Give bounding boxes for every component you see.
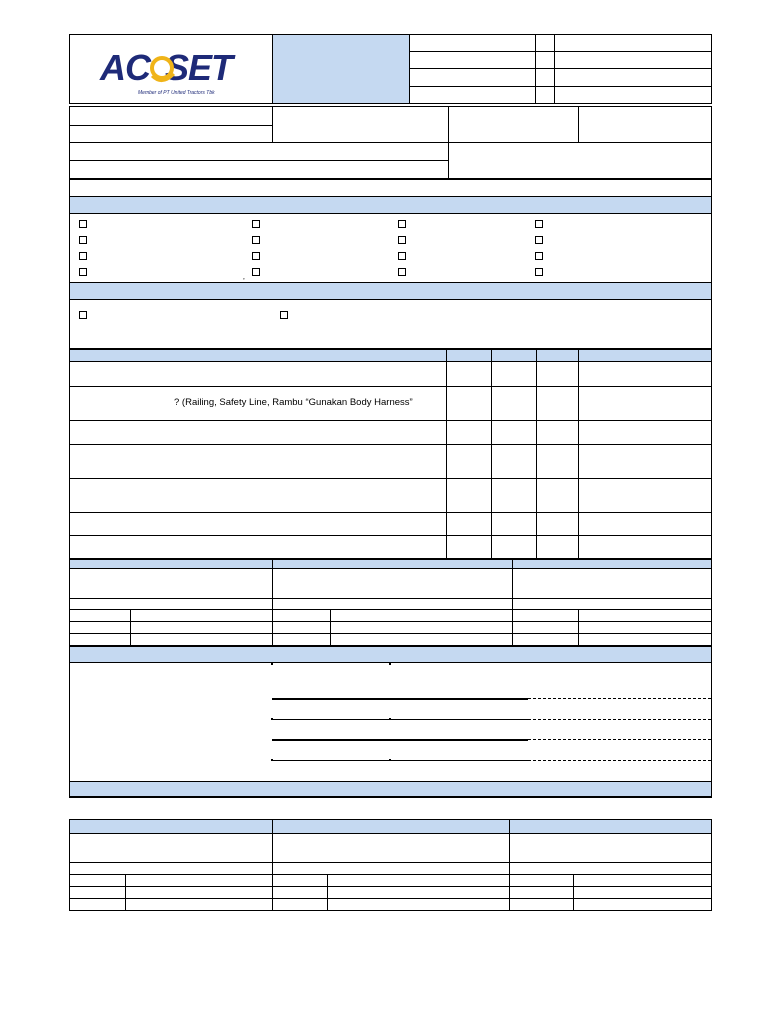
checklist-item-text: ? (Railing, Safety Line, Rambu “Gunakan Body Harness” xyxy=(174,397,413,408)
company-logo xyxy=(98,46,243,98)
checkbox[interactable] xyxy=(252,252,260,260)
checkbox[interactable] xyxy=(535,268,543,276)
checklist-table xyxy=(69,349,712,559)
checkbox[interactable] xyxy=(280,311,288,319)
signature-header-band-2 xyxy=(70,819,711,834)
checklist-header-band xyxy=(70,349,711,362)
checkbox[interactable] xyxy=(398,236,406,244)
svg-text:AC: AC xyxy=(100,47,150,88)
notes-header-band xyxy=(70,646,711,663)
checkbox[interactable] xyxy=(252,220,260,228)
checkbox[interactable] xyxy=(252,268,260,276)
checkbox[interactable] xyxy=(79,236,87,244)
checkbox[interactable] xyxy=(398,252,406,260)
checkbox[interactable] xyxy=(252,236,260,244)
section-2-header-band xyxy=(70,282,711,300)
svg-text:Member of PT United Tractors T: Member of PT United Tractors Tbk xyxy=(138,90,215,96)
svg-text:SET: SET xyxy=(165,47,233,88)
checkbox[interactable] xyxy=(398,220,406,228)
checkbox[interactable] xyxy=(79,268,87,276)
document-title-cell xyxy=(272,35,409,103)
section-1-header-band xyxy=(70,196,711,214)
checkbox[interactable] xyxy=(535,220,543,228)
notes-block xyxy=(69,646,712,798)
checkbox[interactable] xyxy=(398,268,406,276)
acset-logo-icon xyxy=(98,46,243,98)
checkbox[interactable] xyxy=(79,220,87,228)
checkbox[interactable] xyxy=(535,252,543,260)
checkbox[interactable] xyxy=(79,311,87,319)
checkbox[interactable] xyxy=(79,252,87,260)
notes-footer-band xyxy=(70,781,711,797)
checkbox[interactable] xyxy=(535,236,543,244)
signature-header-band-1 xyxy=(70,559,711,569)
